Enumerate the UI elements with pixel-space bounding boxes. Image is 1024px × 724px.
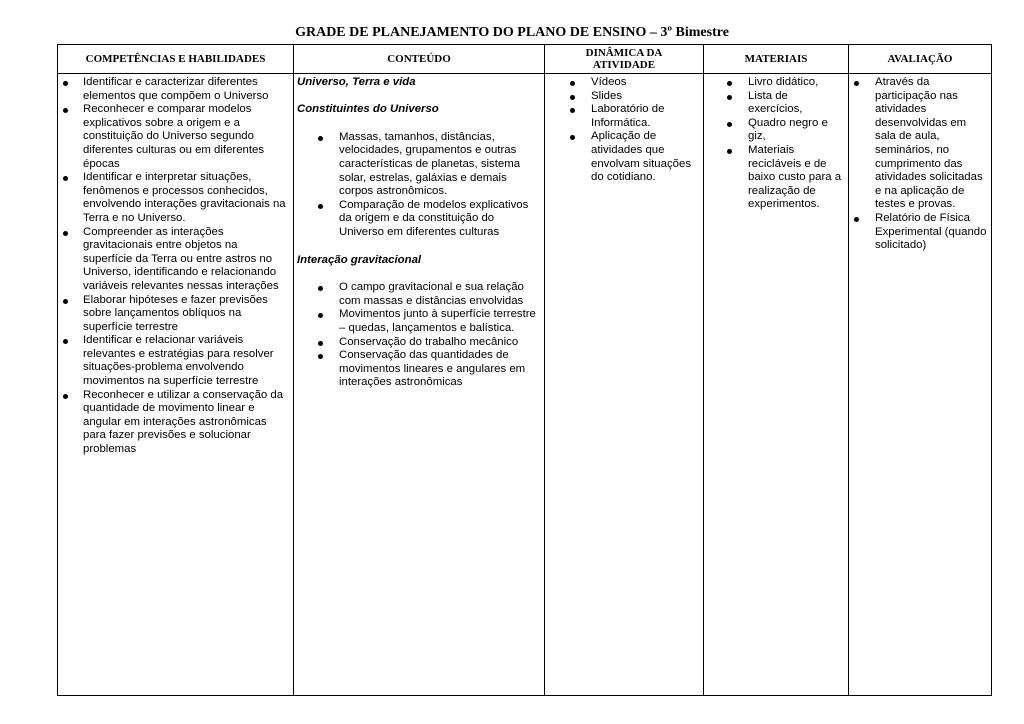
list-item: Materiais recicláveis e de baixo custo para a realização de experimentos. <box>748 144 844 212</box>
list-item: Quadro negro e giz, <box>748 117 844 144</box>
list-item: Comparação de modelos explicativos da origem e da constituição do Universo em diferentes culturas <box>339 199 540 240</box>
bullet-icon <box>727 81 732 86</box>
header-row <box>58 45 992 74</box>
list-item: Vídeos <box>591 76 699 90</box>
bullet-icon <box>854 81 859 86</box>
list-item: Identificar e interpretar situações, fenômenos e processos conhecidos, envolvendo interações gravitacionais na Terra e no Universo. <box>83 171 289 225</box>
list-item: Livro didático, <box>748 76 844 90</box>
competencias-cell <box>58 74 294 696</box>
spacer <box>294 240 544 254</box>
page-title: GRADE DE PLANEJAMENTO DO PLANO DE ENSINO – 3º Bimestre <box>295 25 729 40</box>
bullet-icon <box>63 176 68 181</box>
competencias-list <box>58 74 293 457</box>
header-dinamica <box>545 45 704 74</box>
bullet-icon <box>570 95 575 100</box>
header-competencias: COMPETÊNCIAS E HABILIDADES <box>58 45 294 74</box>
list-item: Identificar e relacionar variáveis relevantes e estratégias para resolver situações-problema envolvendo movimentos na superfície terrestre <box>83 334 289 388</box>
spacer <box>294 90 544 104</box>
content-row <box>58 74 992 696</box>
spacer <box>294 117 544 131</box>
list-item: Reconhecer e utilizar a conservação da quantidade de movimento linear e angular em interações astronômicas para fazer previsões e solucionar problemas <box>83 389 289 457</box>
avaliacao-list <box>849 74 991 253</box>
header-conteudo: CONTEÚDO <box>294 45 545 74</box>
list-item: Elaborar hipóteses e fazer previsões sobre lançamentos oblíquos na superfície terrestre <box>83 294 289 335</box>
bullet-icon <box>318 354 323 359</box>
bullet-icon <box>318 286 323 291</box>
bullet-icon <box>63 231 68 236</box>
materiais-list <box>704 74 848 212</box>
bullet-icon <box>854 217 859 222</box>
list-item: Laboratório de Informática. <box>591 103 699 130</box>
interacao-list <box>294 281 544 390</box>
list-item: Massas, tamanhos, distâncias, velocidades, grupamentos e outras características de planetas, sistema solar, estrelas, galáxias e demais corpos astronômicos. <box>339 131 540 199</box>
list-item: Identificar e caracterizar diferentes elementos que compõem o Universo <box>83 76 289 103</box>
list-item: Movimentos junto à superfície terrestre – quedas, lançamentos e balística. <box>339 308 540 335</box>
bullet-icon <box>63 81 68 86</box>
list-item: Conservação do trabalho mecânico <box>339 336 540 350</box>
bullet-icon <box>63 108 68 113</box>
section-heading-constituintes: Constituintes do Universo <box>297 103 439 116</box>
bullet-icon <box>570 135 575 140</box>
list-item: Conservação das quantidades de movimentos lineares e angulares em interações astronômicas <box>339 349 540 390</box>
bullet-icon <box>63 394 68 399</box>
list-item: O campo gravitacional e sua relação com massas e distâncias envolvidas <box>339 281 540 308</box>
avaliacao-cell <box>849 74 992 696</box>
list-item: Aplicação de atividades que envolvam situações do cotidiano. <box>591 130 699 184</box>
bullet-icon <box>570 81 575 86</box>
planning-grid-table <box>57 44 992 696</box>
bullet-icon <box>727 122 732 127</box>
header-materiais: MATERIAIS <box>704 45 849 74</box>
bullet-icon <box>63 339 68 344</box>
bullet-icon <box>63 299 68 304</box>
materiais-cell <box>704 74 849 696</box>
list-item: Slides <box>591 90 699 104</box>
header-dinamica-line2: ATIVIDADE <box>592 59 656 71</box>
bullet-icon <box>727 95 732 100</box>
conteudo-cell <box>294 74 545 696</box>
bullet-icon <box>318 136 323 141</box>
spacer <box>294 267 544 281</box>
list-item: Através da participação nas atividades desenvolvidas em sala de aula, seminários, no cumprimento das atividades solicitadas e na aplicação de testes e provas. <box>875 76 987 212</box>
bullet-icon <box>727 149 732 154</box>
list-item: Reconhecer e comparar modelos explicativos sobre a origem e a constituição do Universo segundo diferentes culturas ou em diferentes épocas <box>83 103 289 171</box>
list-item: Relatório de Física Experimental (quando solicitado) <box>875 212 987 253</box>
dinamica-list <box>545 74 703 185</box>
bullet-icon <box>318 313 323 318</box>
header-dinamica-line1: DINÂMICA DA <box>585 47 663 59</box>
section-heading-interacao: Interação gravitacional <box>297 253 422 266</box>
constituintes-list <box>294 131 544 240</box>
dinamica-cell <box>545 74 704 696</box>
bullet-icon <box>318 204 323 209</box>
list-item: Lista de exercícios, <box>748 90 844 117</box>
bullet-icon <box>318 341 323 346</box>
section-heading-universo: Universo, Terra e vida <box>297 76 416 88</box>
bullet-icon <box>570 108 575 113</box>
list-item: Compreender as interações gravitacionais entre objetos na superfície da Terra ou entre astros no Universo, identificando e relacionando variáveis relevantes nessas interações <box>83 226 289 294</box>
header-avaliacao: AVALIAÇÃO <box>849 45 992 74</box>
